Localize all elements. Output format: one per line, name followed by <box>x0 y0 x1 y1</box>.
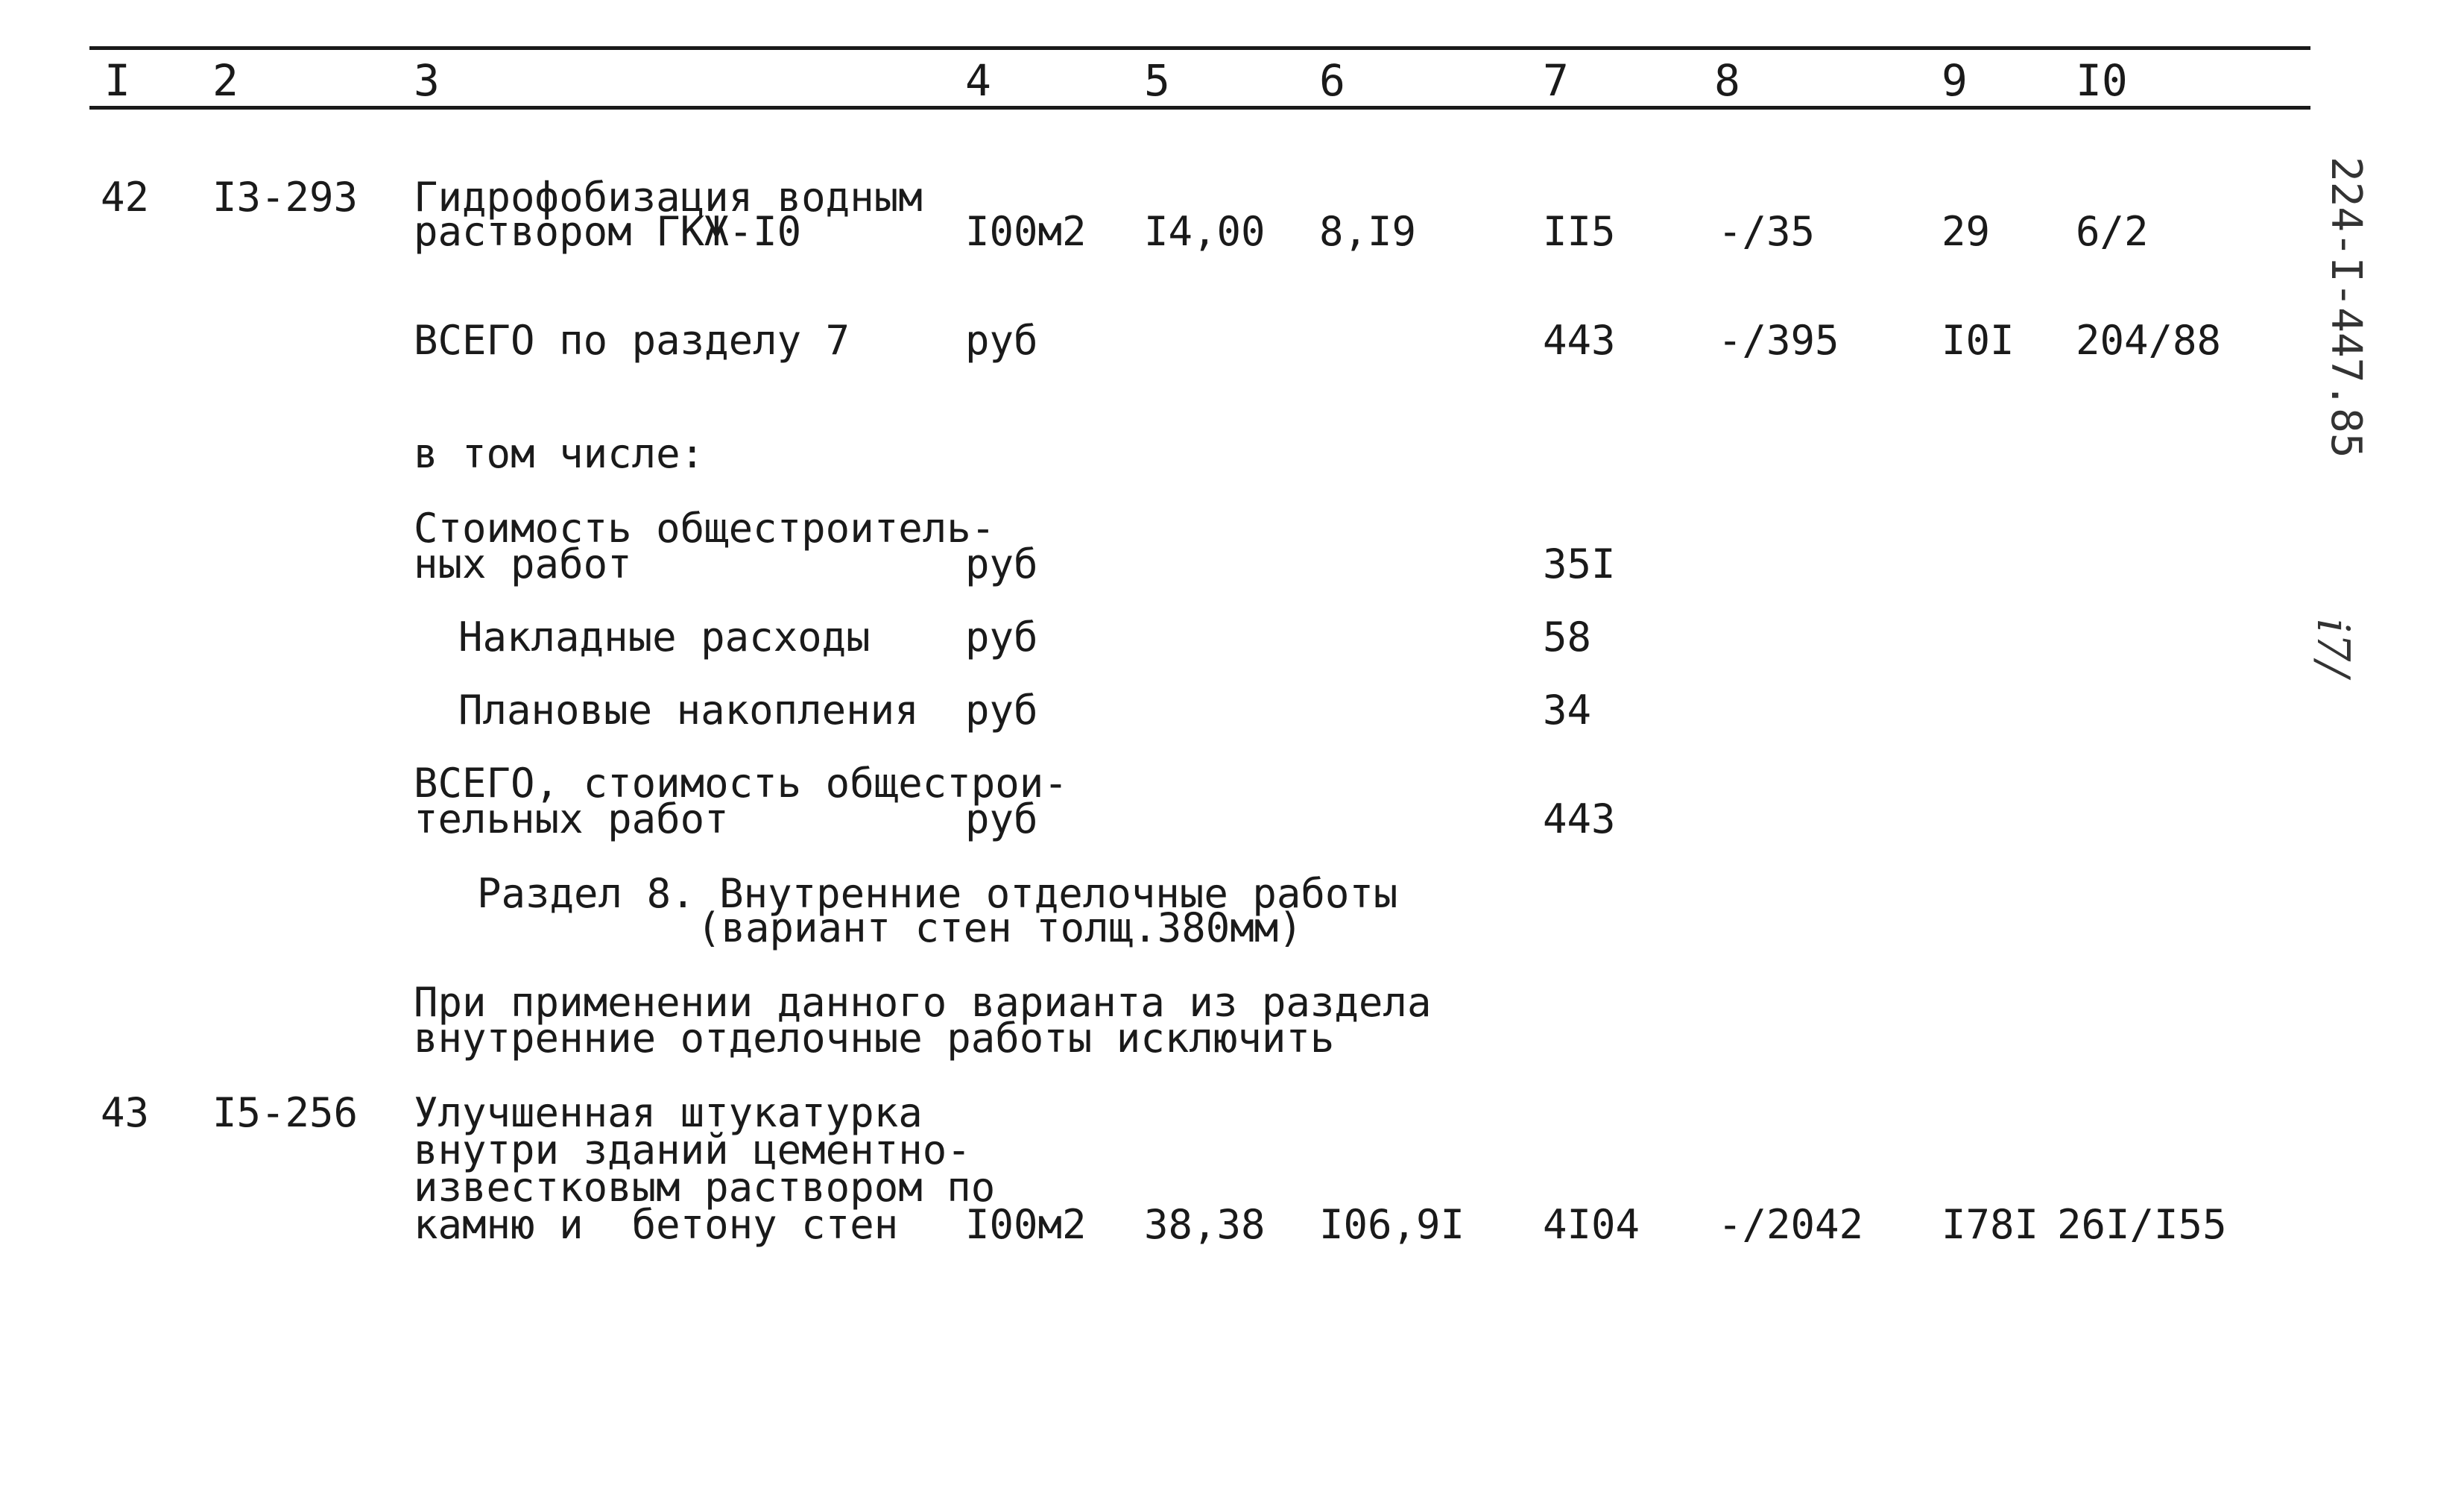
col-header-1: I <box>104 55 130 106</box>
col-8-value: -/2042 <box>1718 1201 1864 1248</box>
col-10-value: 6/2 <box>2076 208 2149 255</box>
total-cost: II5 <box>1543 208 1616 255</box>
col-header-10: I0 <box>2076 55 2128 106</box>
unit: I00м2 <box>965 208 1087 255</box>
col-header-3: 3 <box>414 55 440 106</box>
section-subtitle: (вариант стен толщ.380мм) <box>697 904 1303 951</box>
including-label: в том числе: <box>414 430 705 477</box>
col-header-4: 4 <box>965 55 991 106</box>
col-header-7: 7 <box>1543 55 1569 106</box>
col-8-value: -/395 <box>1718 317 1839 364</box>
total-cost: 443 <box>1543 795 1616 842</box>
unit: руб <box>965 614 1038 661</box>
document-code: 224-I-447.85 <box>2322 157 2370 458</box>
col-header-5: 5 <box>1144 55 1170 106</box>
page-mark: i7/ <box>2307 619 2359 677</box>
work-description: раствором ГКЖ-I0 <box>414 208 802 255</box>
row-label: Накладные расходы <box>458 614 871 661</box>
work-description: известковым раствором по <box>414 1164 996 1211</box>
col-header-9: 9 <box>1942 55 1968 106</box>
row-number: 42 <box>101 174 150 221</box>
row-label: тельных работ <box>414 795 729 842</box>
work-description: Улучшенная штукатурка <box>414 1089 923 1136</box>
header-bottom-rule <box>89 106 2310 110</box>
work-description: внутри зданий цементно- <box>414 1126 971 1173</box>
col-9-value: 29 <box>1942 208 1991 255</box>
rate-code: I5-256 <box>212 1089 358 1136</box>
unit: руб <box>965 541 1038 587</box>
total-cost: 4I04 <box>1543 1201 1640 1248</box>
col-10-value: 204/88 <box>2076 317 2222 364</box>
unit-price: 8,I9 <box>1319 208 1417 255</box>
unit: руб <box>965 795 1038 842</box>
col-10-value: 26I/I55 <box>2057 1201 2227 1248</box>
row-label: Стоимость общестроитель- <box>414 505 996 552</box>
rate-code: I3-293 <box>212 174 358 221</box>
col-9-value: I78I <box>1942 1201 2039 1248</box>
total-label: ВСЕГО по разделу 7 <box>414 317 850 364</box>
unit-price: I06,9I <box>1319 1201 1465 1248</box>
quantity: 38,38 <box>1144 1201 1266 1248</box>
col-8-value: -/35 <box>1718 208 1816 255</box>
row-label: Плановые накопления <box>458 687 919 734</box>
col-header-2: 2 <box>212 55 238 106</box>
total-cost: 443 <box>1543 317 1616 364</box>
work-description: Гидрофобизация водным <box>414 174 923 221</box>
col-header-8: 8 <box>1714 55 1740 106</box>
header-top-rule <box>89 46 2310 50</box>
work-description: камню и бетону стен <box>414 1201 899 1248</box>
unit: руб <box>965 317 1038 364</box>
row-number: 43 <box>101 1089 150 1136</box>
total-cost: 58 <box>1543 614 1592 661</box>
section-title: Раздел 8. Внутренние отделочные работы <box>477 870 1398 917</box>
total-cost: 34 <box>1543 687 1592 734</box>
quantity: I4,00 <box>1144 208 1266 255</box>
total-cost: 35I <box>1543 541 1616 587</box>
col-header-6: 6 <box>1319 55 1345 106</box>
unit: руб <box>965 687 1038 734</box>
row-label: ных работ <box>414 541 632 587</box>
col-9-value: I0I <box>1942 317 2015 364</box>
row-label: ВСЕГО, стоимость общестрои- <box>414 760 1068 807</box>
note-line: внутренние отделочные работы исключить <box>414 1015 1335 1062</box>
unit: I00м2 <box>965 1201 1087 1248</box>
note-line: При применении данного варианта из раздела <box>414 979 1432 1026</box>
